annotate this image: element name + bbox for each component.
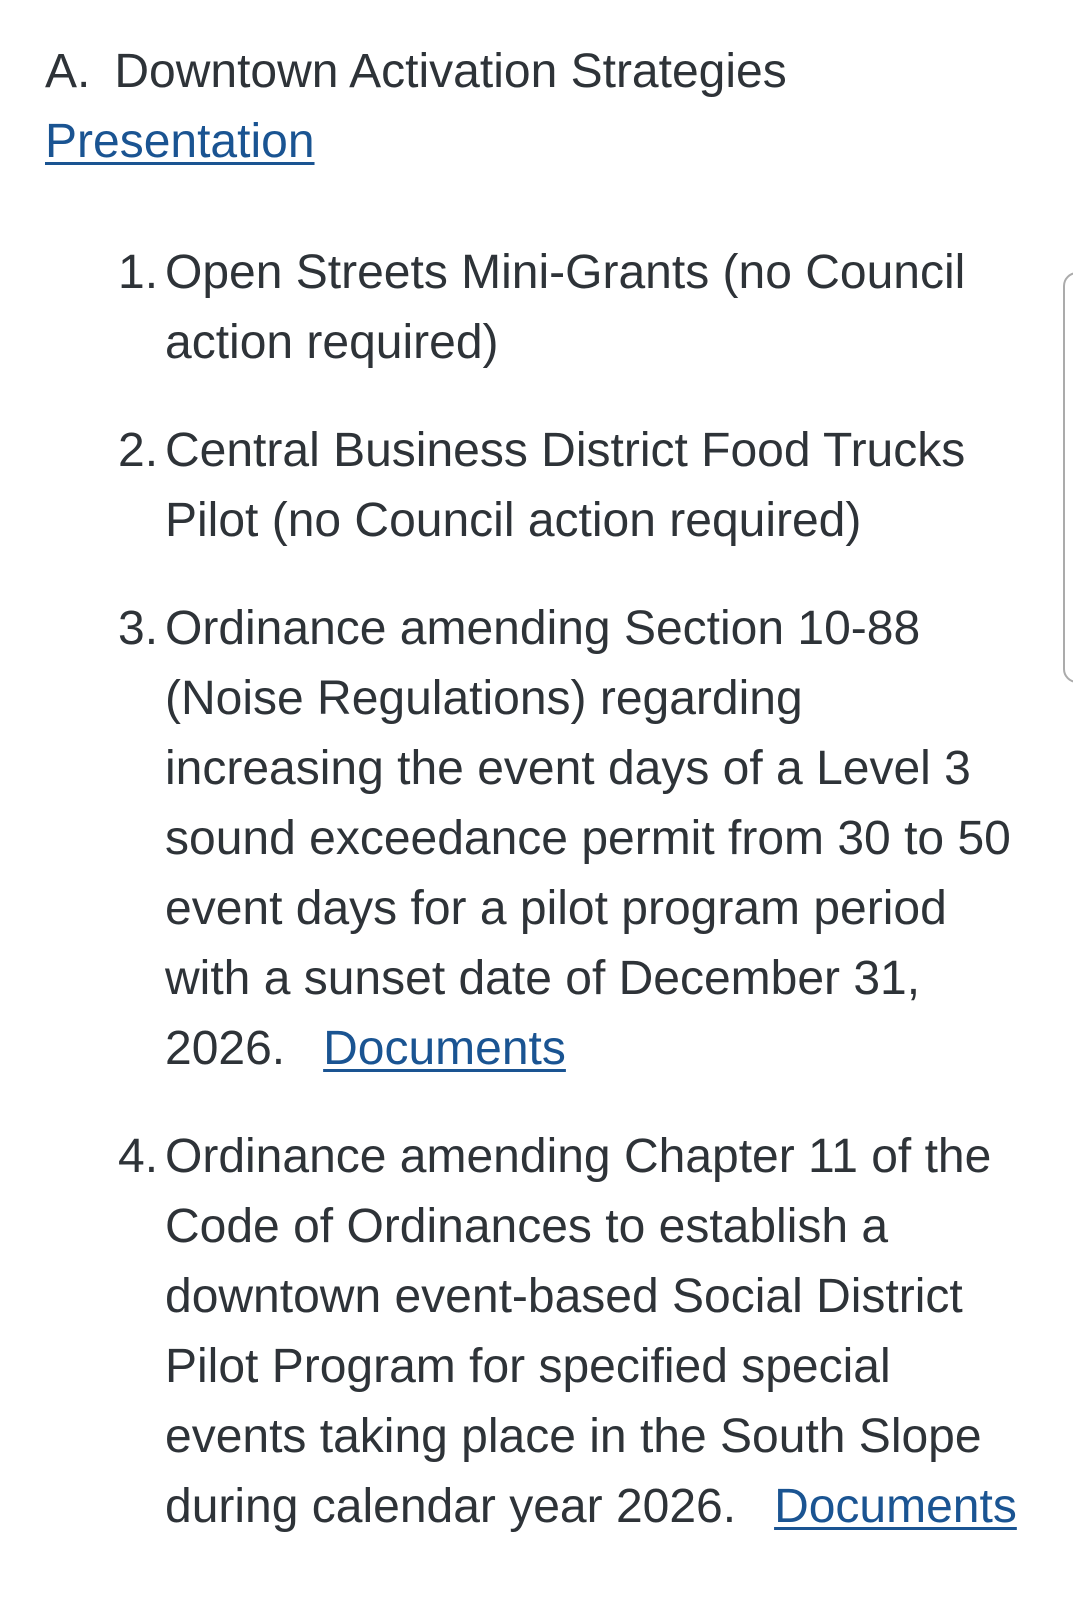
item-text xyxy=(165,238,1025,378)
section-title: Downtown Activation Strategies xyxy=(114,45,787,98)
item-text-content: Ordinance amending Section 10-88 (Noise Regulations) regarding increasing the event days of a Level 3 sound exceedance permit from 30 to 50 event days for a pilot program period with a sunset date of December 31, 2026. xyxy=(165,602,1011,1075)
item-number: 4. xyxy=(118,1130,159,1183)
agenda-item-2 xyxy=(118,416,1073,556)
documents-link[interactable]: Documents xyxy=(323,1022,566,1075)
documents-link[interactable]: Documents xyxy=(774,1480,1017,1533)
agenda-item-1 xyxy=(118,238,1073,378)
item-text xyxy=(165,1122,1025,1542)
item-text-content: Central Business District Food Trucks Pilot (no Council action required) xyxy=(165,424,966,547)
section-letter: A. xyxy=(45,45,91,98)
item-text xyxy=(165,594,1025,1084)
section-heading xyxy=(45,37,1005,107)
item-text-content: Ordinance amending Chapter 11 of the Code of Ordinances to establish a downtown event-based Social District Pilot Program for specified special events taking place in the South Slope during calendar year 2026. xyxy=(165,1130,992,1533)
item-text xyxy=(165,416,1025,556)
scrollbar-thumb[interactable] xyxy=(1063,272,1073,683)
presentation-link[interactable]: Presentation xyxy=(45,115,315,168)
agenda-item-4 xyxy=(118,1122,1073,1542)
item-text-content: Open Streets Mini-Grants (no Council action required) xyxy=(165,246,966,369)
item-number: 2. xyxy=(118,424,159,477)
item-number: 1. xyxy=(118,246,159,299)
agenda-items-list xyxy=(45,238,1073,1542)
agenda-item-3 xyxy=(118,594,1073,1084)
item-number: 3. xyxy=(118,602,159,655)
